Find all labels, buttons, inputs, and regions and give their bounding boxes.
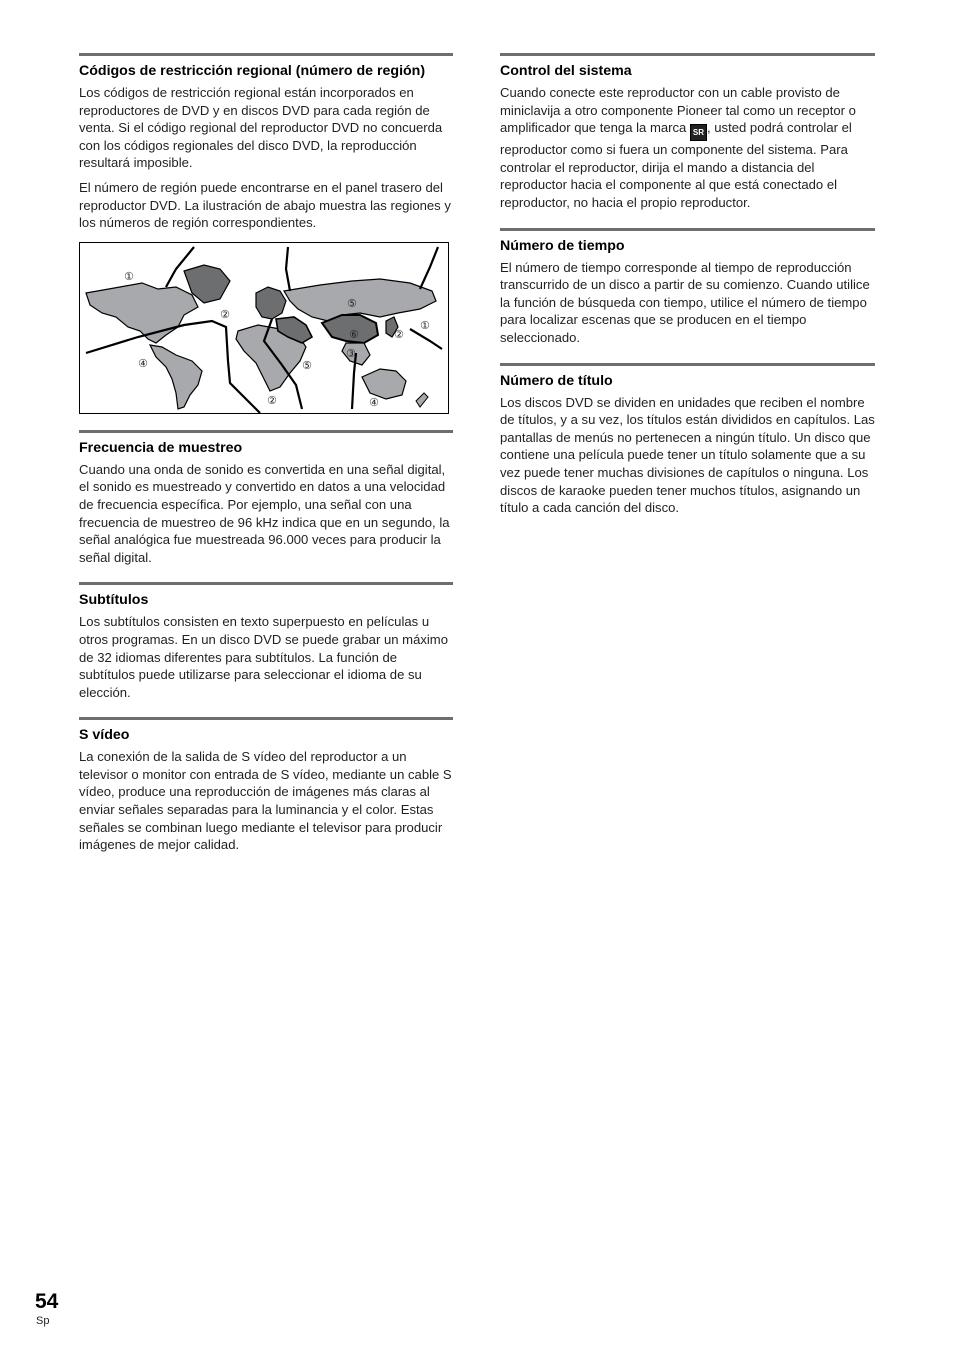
europe-shape xyxy=(256,287,286,319)
page-language: Sp xyxy=(36,1315,50,1327)
section-time-number xyxy=(500,228,875,347)
paragraph: La conexión de la salida de S vídeo del reproductor a un televisor o monitor con entrada de S vídeo, mediante un cable S vídeo, produce una reproducción de imágenes más claras al enviar señales separadas para la luminancia y el color. Estas señales se combinan luego mediante el televisor para producir imágenes de mejor calidad. xyxy=(79,749,452,853)
paragraph: El número de tiempo corresponde al tiempo de reproducción transcurrido de un disco a partir de su comienzo. Cuando utilice la función de búsqueda con tiempo, utilice el número de tiempo para localizar escenas que se producen en el tiempo seleccionado. xyxy=(500,259,870,345)
region-label: ④ xyxy=(138,356,148,370)
text-before-logo: Cuando conecte este reproductor con un cable provisto de miniclavija a otro componente Pioneer tal como un receptor o amplificador que tenga la marca xyxy=(500,85,856,136)
new-zealand-shape xyxy=(416,393,428,407)
section-title: Número de tiempo xyxy=(500,237,625,254)
region-label: ⑤ xyxy=(347,296,357,310)
north-america-shape xyxy=(86,283,198,343)
region-label: ① xyxy=(124,269,134,283)
section-subtitles xyxy=(79,582,453,701)
world-map-illustration xyxy=(80,243,448,413)
paragraph: El número de región puede encontrarse en el panel trasero del reproductor DVD. La ilustración de abajo muestra las regiones y los números de región correspondientes. xyxy=(79,179,451,231)
section-title-number xyxy=(500,363,875,517)
section-title: Subtítulos xyxy=(79,592,149,609)
region-label: ② xyxy=(267,393,277,407)
section-s-video xyxy=(79,717,453,854)
section-title: Códigos de restricción regional (número de región) xyxy=(79,63,426,79)
section-sampling-frequency xyxy=(79,430,453,567)
paragraph: Los subtítulos consisten en texto superpuesto en películas u otros programas. En un disco DVD se puede grabar un máximo de 32 idiomas diferentes para subtítulos. La función de subtítulos puede utilizarse para seleccionar el idioma de su elección. xyxy=(79,614,448,700)
region-label: ① xyxy=(420,318,430,332)
page-number: 54 xyxy=(35,1290,59,1313)
region-label: ⑤ xyxy=(302,358,312,372)
region-map xyxy=(79,242,449,414)
region-label: ⑥ xyxy=(349,327,359,341)
paragraph xyxy=(500,84,875,212)
right-column xyxy=(500,53,875,533)
paragraph: Cuando una onda de sonido es convertida en una señal digital, el sonido es muestreado y convertido en datos a una velocidad de frecuencia específica. Por ejemplo, una señal con una frecuencia de muestreo de 96 kHz indica que en un segundo, la señal analógica fue muestreada 96.000 veces para producir la señal digital. xyxy=(79,461,450,565)
sr-logo-icon: SR xyxy=(690,124,707,141)
left-column xyxy=(79,53,453,870)
paragraph: Los códigos de restricción regional están incorporados en reproductores de DVD y en discos DVD para cada región de venta. Si el código regional del reproductor DVD no concuerda con los códigos regionales del disco DVD, la reproducción resultará imposible. xyxy=(79,85,443,171)
section-title: Frecuencia de muestreo xyxy=(79,439,243,456)
paragraph: Los discos DVD se dividen en unidades que reciben el nombre de títulos, y a su vez, los títulos están divididos en capítulos. Las pantallas de menús no pertenecen a ningún título. Un disco que contiene una película puede tener un título solamente que a su vez puede tener muchas divisiones de capítulos o ninguna. Los discos de karaoke pueden tener muchos títulos, asignando un título a cada canción del disco. xyxy=(500,394,875,516)
australia-shape xyxy=(362,369,406,399)
region-label: ④ xyxy=(369,395,379,409)
south-america-shape xyxy=(150,345,202,409)
region-label: ② xyxy=(220,307,230,321)
text-after-logo: , usted podrá controlar el reproductor como si fuera un componente del sistema. Para controlar el reproductor, dirija el mando a distancia del reproductor hacia el componente al que está conectado el reproductor, no hacia el propio reproductor. xyxy=(500,120,852,210)
section-title: S vídeo xyxy=(79,727,130,744)
region-label: ② xyxy=(394,327,404,341)
section-regional-codes xyxy=(79,53,453,414)
section-title: Control del sistema xyxy=(500,63,632,79)
section-system-control xyxy=(500,53,875,212)
section-title: Número de título xyxy=(500,372,613,389)
region-label: ③ xyxy=(346,346,356,360)
